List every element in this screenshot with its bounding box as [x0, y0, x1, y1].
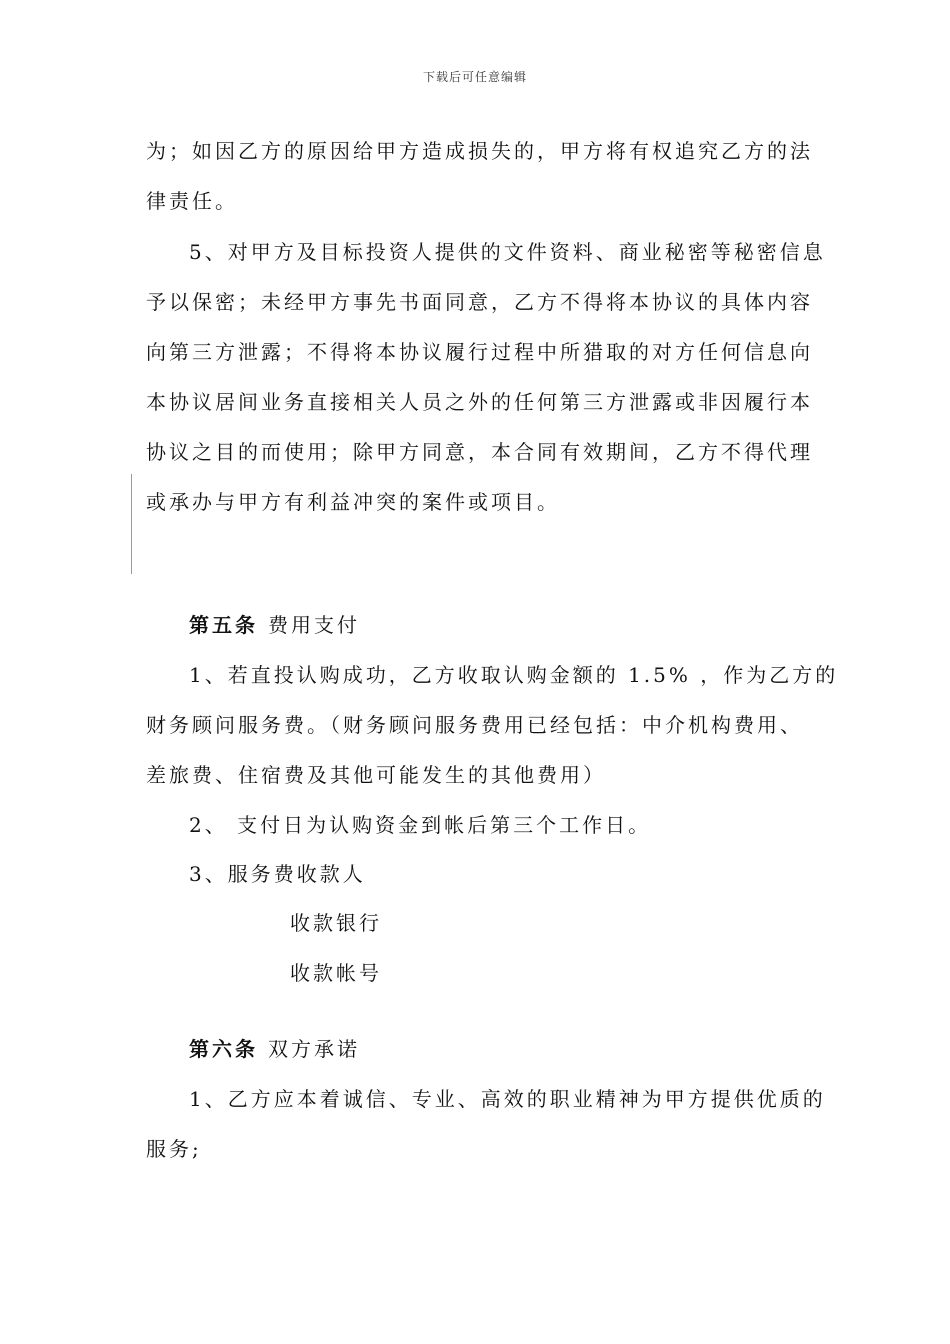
- paragraph-b-line-5: 协议之目的而使用；除甲方同意，本合同有效期间，乙方不得代理: [146, 440, 813, 464]
- article-5-item-1-line-3: 差旅费、住宿费及其他可能发生的其他费用）: [146, 763, 606, 787]
- paragraph-b-line-2: 予以保密；未经甲方事先书面同意，乙方不得将本协议的具体内容: [146, 290, 813, 314]
- article-5-title: 费用支付: [268, 613, 360, 637]
- paragraph-b-line-3: 向第三方泄露；不得将本协议履行过程中所猎取的对方任何信息向: [146, 340, 813, 364]
- paragraph-b-line-6: 或承办与甲方有利益冲突的案件或项目。: [146, 490, 560, 514]
- article-6-title: 双方承诺: [268, 1037, 360, 1061]
- article-5-number: 第五条: [189, 613, 258, 637]
- article-6-heading: [189, 1037, 360, 1061]
- article-6-number: 第六条: [189, 1037, 258, 1061]
- paragraph-b-line-1: 5、对甲方及目标投资人提供的文件资料、商业秘密等秘密信息: [189, 240, 826, 264]
- paragraph-a-line-2: 律责任。: [146, 189, 238, 213]
- article-6-item-1-line-1: 1、乙方应本着诚信、专业、高效的职业精神为甲方提供优质的: [189, 1087, 826, 1111]
- page-header: 下载后可任意编辑: [422, 70, 527, 84]
- article-5-item-1-line-2: 财务顾问服务费。（财务顾问服务费用已经包括：中介机构费用、: [146, 713, 803, 737]
- article-6-item-1-line-2: 服务;: [146, 1137, 202, 1161]
- article-5-item-2: 2、 支付日为认购资金到帐后第三个工作日。: [189, 813, 652, 837]
- article-5-account-label: 收款帐号: [290, 961, 382, 985]
- paragraph-b-line-4: 本协议居间业务直接相关人员之外的任何第三方泄露或非因履行本: [146, 390, 813, 414]
- paragraph-a-line-1: 为；如因乙方的原因给甲方造成损失的，甲方将有权追究乙方的法: [146, 139, 813, 163]
- margin-rule: [131, 474, 132, 574]
- article-5-item-3: 3、服务费收款人: [189, 862, 366, 886]
- article-5-item-1-line-1: 1、若直投认购成功，乙方收取认购金额的 1.5% ，作为乙方的: [189, 663, 839, 687]
- article-5-bank-label: 收款银行: [290, 911, 382, 935]
- article-5-heading: [189, 613, 360, 637]
